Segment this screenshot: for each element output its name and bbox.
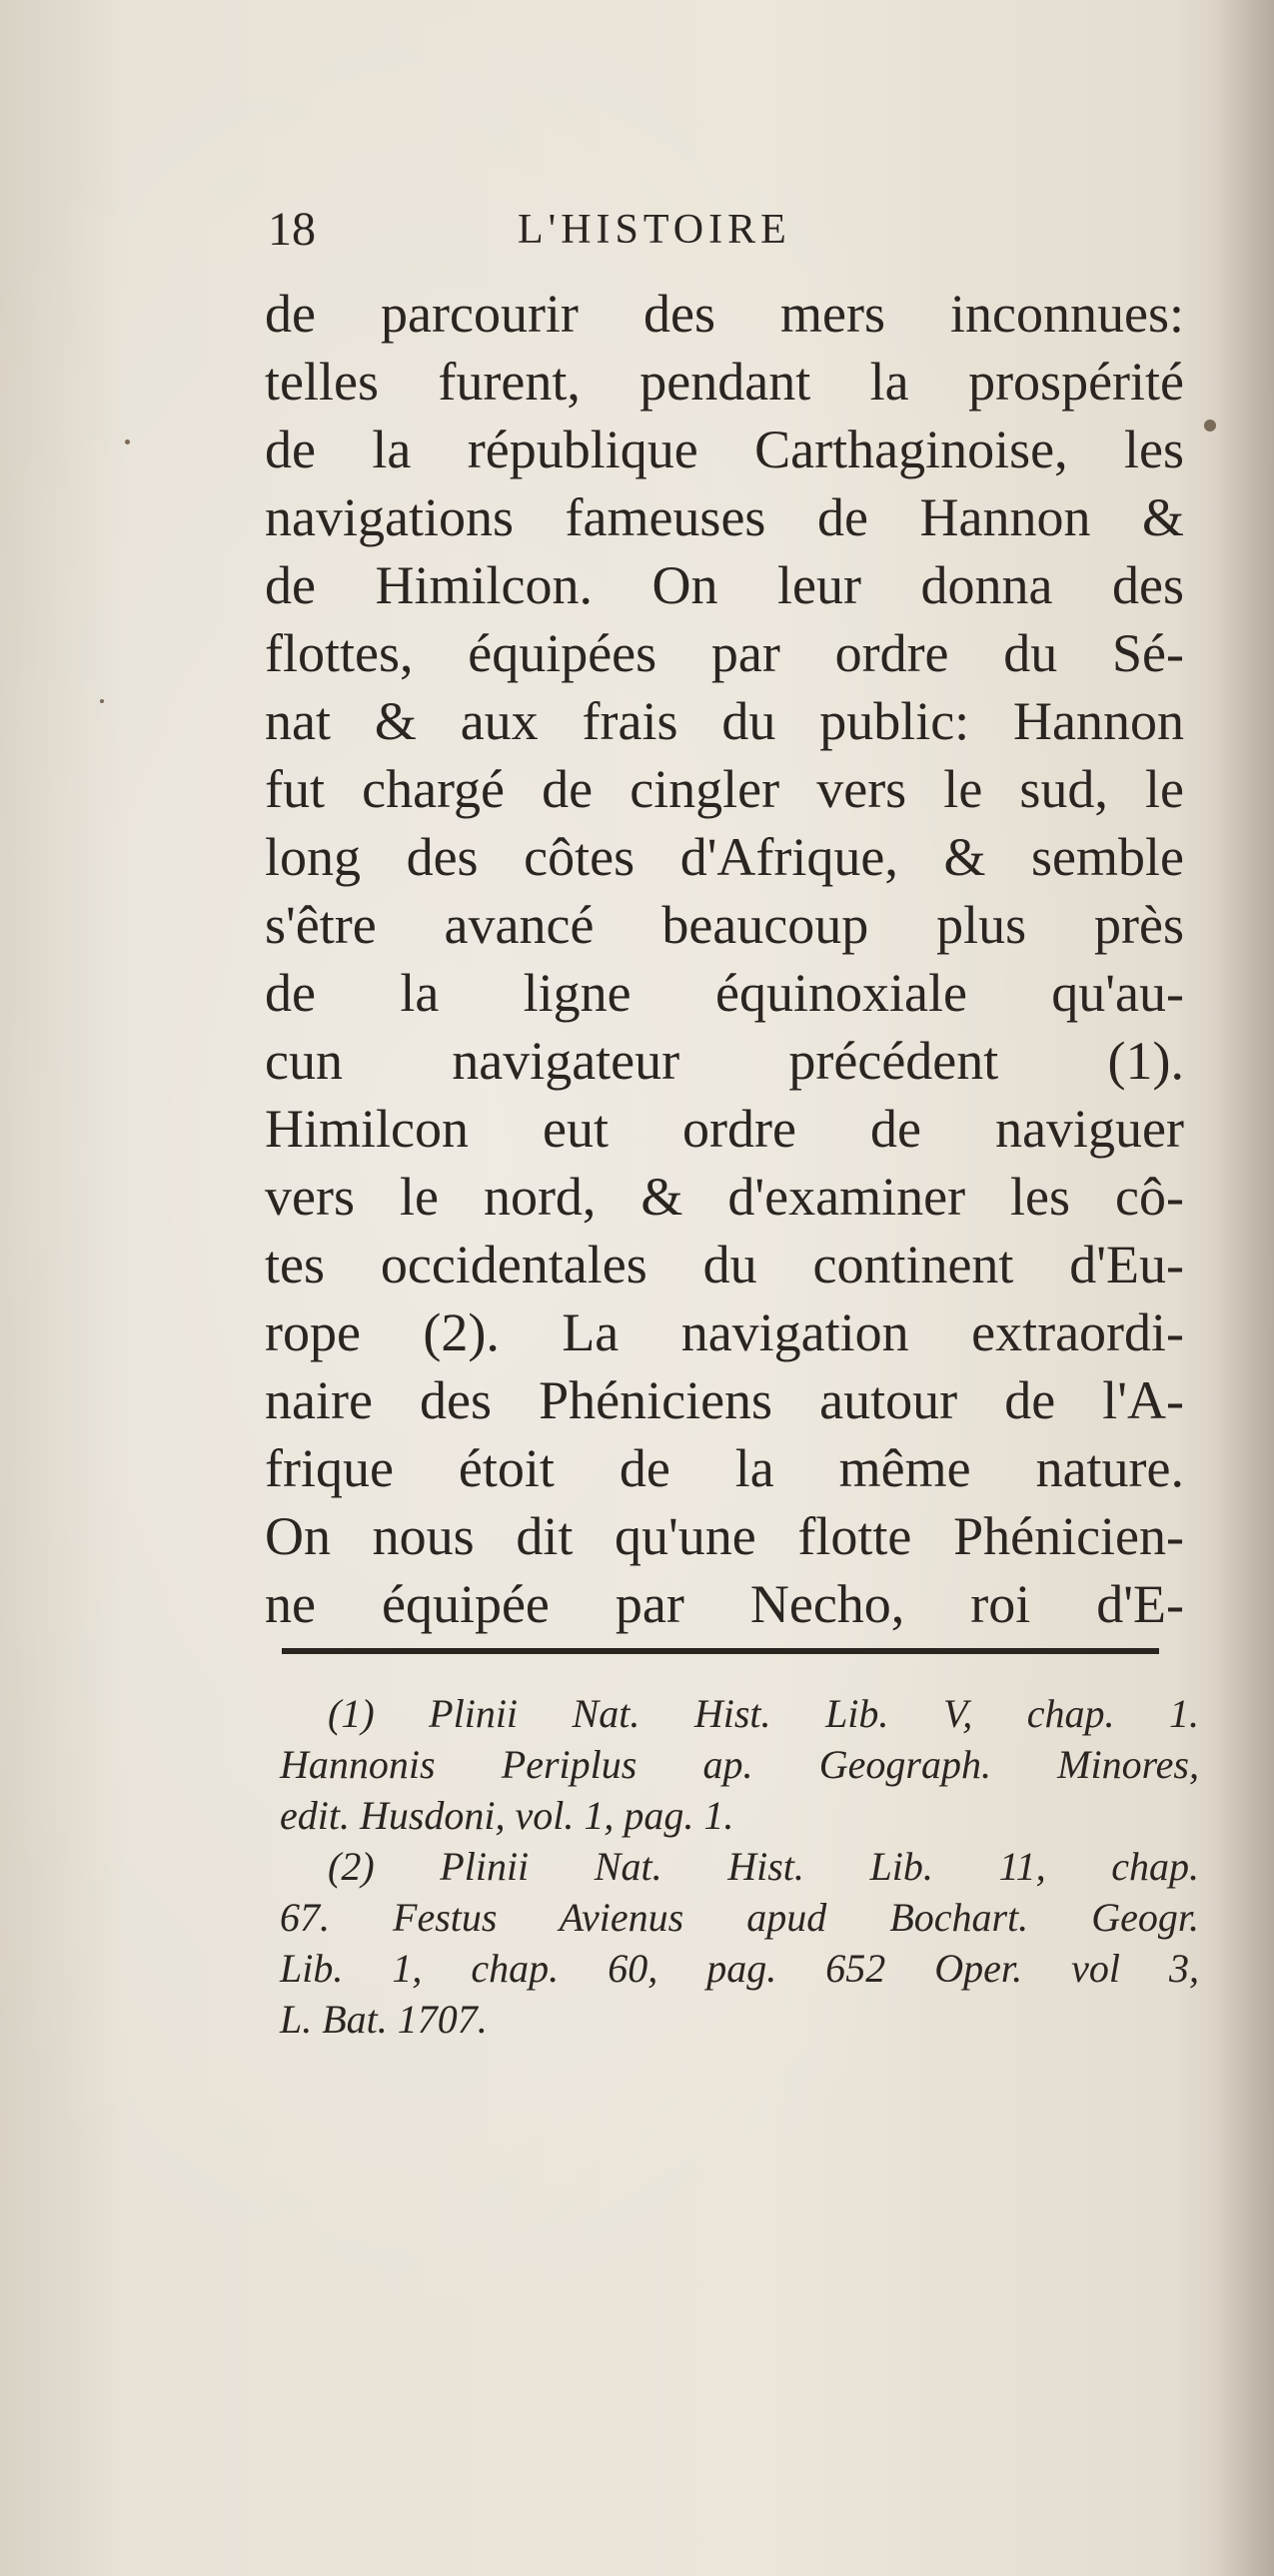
text-line: de la ligne équinoxiale qu'au- — [265, 963, 1184, 1023]
text-line: de Himilcon. On leur donna des — [265, 555, 1184, 615]
text-line: de parcourir des mers inconnues: — [265, 284, 1184, 344]
footnote-line: (1) Plinii Nat. Hist. Lib. V, chap. 1. — [328, 1691, 1199, 1736]
text-line: fut chargé de cingler vers le sud, le — [265, 759, 1184, 819]
text-line: naire des Phéniciens autour de l'A- — [265, 1370, 1184, 1430]
text-line: de la république Carthaginoise, les — [265, 420, 1184, 479]
page-edge-shadow — [1214, 0, 1274, 2576]
text-line: cun navigateur précédent (1). — [265, 1031, 1184, 1091]
page-header — [268, 200, 1167, 260]
footnote-line: (2) Plinii Nat. Hist. Lib. 11, chap. — [328, 1844, 1199, 1889]
footnote-divider — [282, 1648, 1159, 1654]
footnote-line: Hannonis Periplus ap. Geograph. Minores, — [280, 1742, 1199, 1787]
text-line: nat & aux frais du public: Hannon — [265, 691, 1184, 751]
footnote-line: L. Bat. 1707. — [280, 1997, 488, 2042]
paper-speck — [100, 699, 104, 703]
text-line: rope (2). La navigation extraordi- — [265, 1302, 1184, 1362]
text-line: telles furent, pendant la prospérité — [265, 352, 1184, 412]
footnotes — [280, 1688, 1199, 2045]
text-line: long des côtes d'Afrique, & semble — [265, 827, 1184, 887]
text-line: tes occidentales du continent d'Eu- — [265, 1235, 1184, 1294]
text-line: Himilcon eut ordre de naviguer — [265, 1099, 1184, 1159]
text-line: On nous dit qu'une flotte Phénicien- — [265, 1506, 1184, 1566]
text-line: ne équipée par Necho, roi d'E- — [265, 1574, 1184, 1634]
text-line: navigations fameuses de Hannon & — [265, 487, 1184, 547]
paper-speck — [125, 439, 130, 444]
footnote-line: Lib. 1, chap. 60, pag. 652 Oper. vol 3, — [280, 1946, 1199, 1991]
text-line: s'être avancé beaucoup plus près — [265, 895, 1184, 955]
text-line: frique étoit de la même nature. — [265, 1438, 1184, 1498]
text-line: flottes, équipées par ordre du Sé- — [265, 623, 1184, 683]
footnote-line: edit. Husdoni, vol. 1, pag. 1. — [280, 1793, 734, 1838]
page-number: 18 — [268, 203, 316, 256]
main-text — [265, 280, 1184, 1638]
paper-speck — [1204, 420, 1216, 431]
text-line: vers le nord, & d'examiner les cô- — [265, 1167, 1184, 1227]
footnote-line: 67. Festus Avienus apud Bochart. Geogr. — [280, 1895, 1199, 1940]
running-title: L'HISTOIRE — [518, 207, 791, 253]
